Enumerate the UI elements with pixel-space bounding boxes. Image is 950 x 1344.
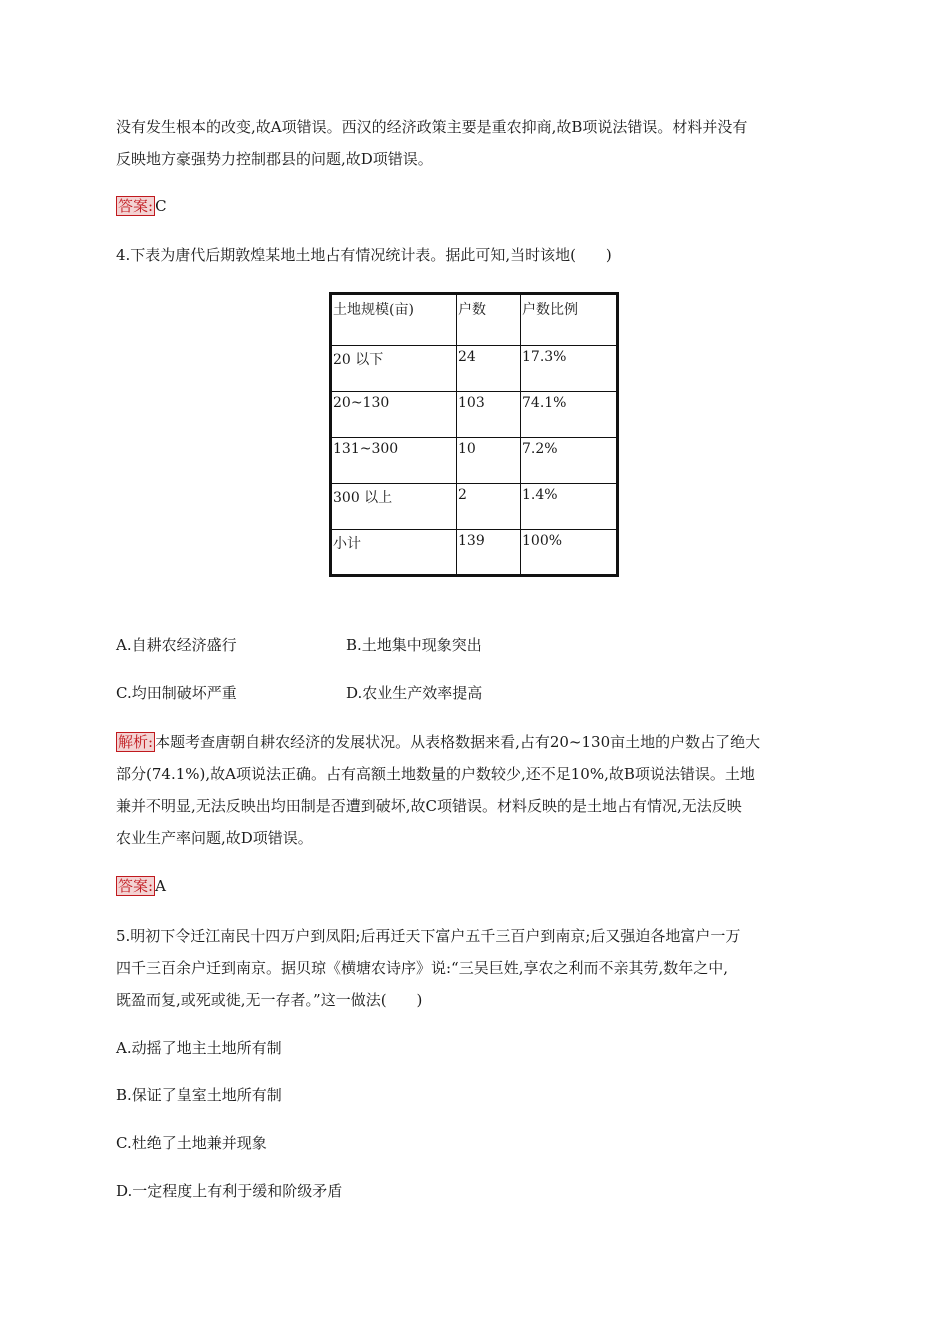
table-row bbox=[331, 530, 618, 576]
table-cell: 小计 bbox=[331, 530, 457, 576]
q4-option-d: D.农业生产效率提高 bbox=[346, 684, 483, 702]
q5-option-d: D.一定程度上有利于缓和阶级矛盾 bbox=[116, 1182, 343, 1200]
table-cell: 20 以下 bbox=[331, 346, 457, 392]
prev-analysis-line-1: 没有发生根本的改变,故A项错误。西汉的经济政策主要是重农抑商,故B项说法错误。材料并没有 bbox=[116, 118, 748, 136]
question-4-stem: 4.下表为唐代后期敦煌某地土地占有情况统计表。据此可知,当时该地( ) bbox=[116, 246, 612, 264]
q4-analysis-line-2: 部分(74.1%),故A项说法正确。占有高额土地数量的户数较少,还不足10%,故B项说法错误。土地 bbox=[116, 765, 755, 783]
table-header-row bbox=[331, 294, 618, 346]
q4-option-a: A.自耕农经济盛行 bbox=[116, 636, 237, 654]
table-header-cell: 户数 bbox=[457, 294, 521, 346]
land-ownership-table bbox=[329, 292, 619, 577]
table-row bbox=[331, 484, 618, 530]
table-cell: 7.2% bbox=[521, 438, 618, 484]
q4-option-b: B.土地集中现象突出 bbox=[346, 636, 482, 654]
analysis-text: 本题考查唐朝自耕农经济的发展状况。从表格数据来看,占有20~130亩土地的户数占了绝大 bbox=[155, 733, 761, 751]
answer-3 bbox=[116, 196, 167, 216]
prev-analysis-line-2: 反映地方豪强势力控制郡县的问题,故D项错误。 bbox=[116, 150, 433, 168]
q5-option-a: A.动摇了地主土地所有制 bbox=[116, 1039, 282, 1057]
q5-option-b: B.保证了皇室土地所有制 bbox=[116, 1086, 282, 1104]
q4-analysis-line-4: 农业生产率问题,故D项错误。 bbox=[116, 829, 313, 847]
table-cell: 100% bbox=[521, 530, 618, 576]
table-cell: 103 bbox=[457, 392, 521, 438]
answer-4 bbox=[116, 876, 166, 896]
table-cell: 17.3% bbox=[521, 346, 618, 392]
table-cell: 74.1% bbox=[521, 392, 618, 438]
question-5-stem-line-1: 5.明初下令迁江南民十四万户到凤阳;后再迁天下富户五千三百户到南京;后又强迫各地富户一万 bbox=[116, 927, 741, 945]
table-cell: 300 以上 bbox=[331, 484, 457, 530]
table-header-cell: 土地规模(亩) bbox=[331, 294, 457, 346]
q4-option-c: C.均田制破坏严重 bbox=[116, 684, 237, 702]
question-5-stem-line-2: 四千三百余户迁到南京。据贝琼《横塘农诗序》说:“三吴巨姓,享农之利而不亲其劳,数年之中, bbox=[116, 959, 729, 977]
table-cell: 20~130 bbox=[331, 392, 457, 438]
answer-value: C bbox=[155, 197, 167, 215]
table-cell: 10 bbox=[457, 438, 521, 484]
analysis-tag: 解析: bbox=[118, 733, 154, 751]
q4-analysis-line-1 bbox=[116, 732, 760, 752]
answer-tag: 答案: bbox=[118, 877, 154, 895]
q5-option-c: C.杜绝了土地兼并现象 bbox=[116, 1134, 267, 1152]
answer-value: A bbox=[155, 877, 166, 895]
table-header-cell: 户数比例 bbox=[521, 294, 618, 346]
table-cell: 139 bbox=[457, 530, 521, 576]
question-5-stem-line-3: 既盈而复,或死或徙,无一存者。”这一做法( ) bbox=[116, 991, 423, 1009]
q4-analysis-line-3: 兼并不明显,无法反映出均田制是否遭到破坏,故C项错误。材料反映的是土地占有情况,无法反映 bbox=[116, 797, 742, 815]
table-row bbox=[331, 346, 618, 392]
answer-tag: 答案: bbox=[118, 197, 154, 215]
table-cell: 131~300 bbox=[331, 438, 457, 484]
table-cell: 2 bbox=[457, 484, 521, 530]
table-cell: 1.4% bbox=[521, 484, 618, 530]
table-cell: 24 bbox=[457, 346, 521, 392]
table-row bbox=[331, 392, 618, 438]
table-row bbox=[331, 438, 618, 484]
